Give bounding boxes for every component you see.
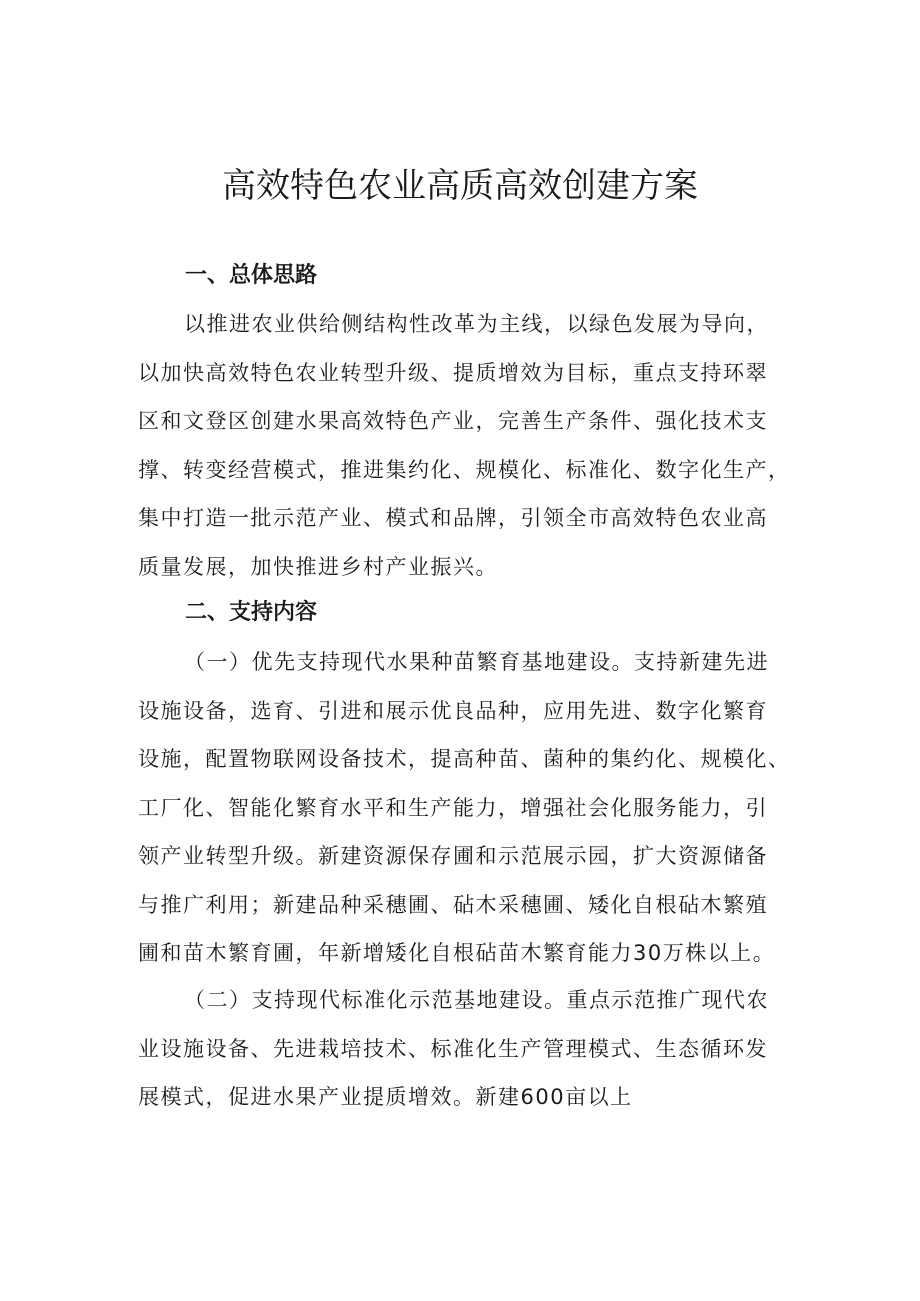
paragraph-overall-approach	[138, 300, 802, 591]
paragraph-line: 与推广利用；新建品种采穗圃、砧木采穗圃、矮化自根砧木繁殖	[138, 892, 768, 917]
paragraph-support-item-1	[138, 638, 802, 978]
paragraph-line: （二）支持现代标准化示范基地建设。重点示范推广现代农	[184, 988, 769, 1012]
paragraph-line: 业设施设备、先进栽培技术、标准化生产管理模式、生态循环发	[138, 1036, 768, 1061]
paragraph-line: 设施设备，选育、引进和展示优良品种，应用先进、数字化繁育	[138, 698, 768, 723]
paragraph-line: 集中打造一批示范产业、模式和品牌，引领全市高效特色农业高	[138, 506, 768, 530]
paragraph-line: 设施，配置物联网设备技术，提高种苗、菌种的集约化、规模化、	[138, 747, 791, 771]
section-heading-support-content: 二、支持内容	[185, 600, 318, 625]
paragraph-line: 圃和苗木繁育圃，年新增矮化自根砧苗木繁育能力30万株以上。	[138, 941, 776, 965]
paragraph-line: 以推进农业供给侧结构性改革为主线，以绿色发展为导向，	[184, 312, 769, 336]
paragraph-line: 撑、转变经营模式，推进集约化、规模化、标准化、数字化生产，	[138, 457, 791, 482]
paragraph-line: 工厂化、智能化繁育水平和生产能力，增强社会化服务能力，引	[138, 795, 768, 820]
section-heading-overall-approach: 一、总体思路	[185, 263, 318, 288]
paragraph-line: 领产业转型升级。新建资源保存圃和示范展示园，扩大资源储备	[138, 844, 768, 868]
document-title: 高效特色农业高质高效创建方案	[222, 166, 698, 206]
paragraph-line: 区和文登区创建水果高效特色产业，完善生产条件、强化技术支	[138, 409, 768, 433]
paragraph-line: 质量发展，加快推进乡村产业振兴。	[138, 554, 498, 579]
paragraph-line: （一）优先支持现代水果种苗繁育基地建设。支持新建先进	[184, 650, 769, 674]
paragraph-line: 以加快高效特色农业转型升级、提质增效为目标，重点支持环翠	[138, 360, 768, 385]
paragraph-support-item-2	[138, 976, 802, 1122]
paragraph-line: 展模式，促进水果产业提质增效。新建600亩以上	[138, 1085, 633, 1109]
